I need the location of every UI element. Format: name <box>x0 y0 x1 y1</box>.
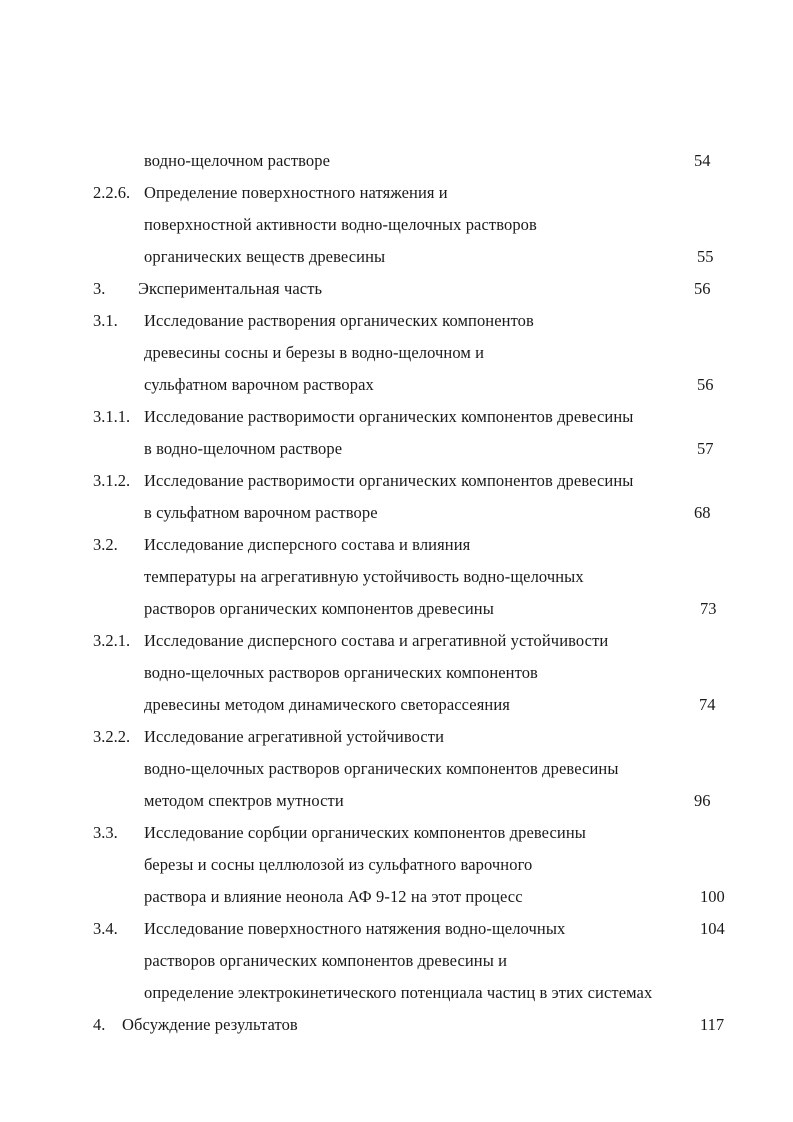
toc-line: температуры на агрегативную устойчивость водно-щелочных <box>144 567 584 586</box>
toc-line: растворов органических компонентов древесины <box>144 599 494 618</box>
toc-section-number: 3.1. <box>93 311 118 330</box>
toc-line: Исследование агрегативной устойчивости <box>144 727 445 746</box>
toc-line: растворов органических компонентов древесины и <box>144 951 508 970</box>
toc-page-number: 74 <box>699 695 716 714</box>
toc-line: органических веществ древесины <box>144 247 386 266</box>
toc-line: раствора и влияние неонола АФ 9-12 на этот процесс <box>144 887 523 906</box>
toc-line: водно-щелочных растворов органических компонентов древесины <box>144 759 619 778</box>
toc-page-number: 100 <box>700 887 725 906</box>
toc-line: березы и сосны целлюлозой из сульфатного варочного <box>144 855 533 874</box>
toc-section-number: 3.2.2. <box>93 727 131 746</box>
toc-page-number: 56 <box>694 279 711 298</box>
toc-line: Определение поверхностного натяжения и <box>144 183 448 202</box>
toc-line: методом спектров мутности <box>144 791 344 810</box>
toc-section-number: 2.2.6. <box>93 183 131 202</box>
toc-page-number: 54 <box>694 151 711 170</box>
toc-page-number: 73 <box>700 599 717 618</box>
toc-page-number: 57 <box>697 439 714 458</box>
toc-line: древесины сосны и березы в водно-щелочном и <box>144 343 485 362</box>
toc-line: Исследование поверхностного натяжения водно-щелочных <box>144 919 566 938</box>
toc-line: Экспериментальная часть <box>138 279 323 298</box>
toc-line: водно-щелочных растворов органических компонентов <box>144 663 538 682</box>
toc-page-number: 55 <box>697 247 714 266</box>
toc-section-number: 3. <box>93 279 106 298</box>
toc-line: определение электрокинетического потенциала частиц в этих системах <box>144 983 653 1002</box>
toc-page-number: 96 <box>694 791 711 810</box>
toc-section-number: 3.4. <box>93 919 118 938</box>
toc-line: поверхностной активности водно-щелочных растворов <box>144 215 537 234</box>
toc-line: Исследование растворимости органических компонентов древесины <box>144 471 634 490</box>
toc-page-number: 104 <box>700 919 725 938</box>
toc-line: в водно-щелочном растворе <box>144 439 343 458</box>
toc-line: водно-щелочном растворе <box>144 151 331 170</box>
toc-line: Исследование дисперсного состава и влияния <box>144 535 471 554</box>
toc-line: Исследование сорбции органических компонентов древесины <box>144 823 586 842</box>
toc-line: Исследование дисперсного состава и агрегативной устойчивости <box>144 631 609 650</box>
toc-section-number: 3.1.1. <box>93 407 131 426</box>
toc-line: Обсуждение результатов <box>122 1015 298 1034</box>
toc-line: Исследование растворения органических компонентов <box>144 311 534 330</box>
toc-section-number: 3.2.1. <box>93 631 131 650</box>
toc-page-number: 117 <box>700 1015 725 1034</box>
toc-section-number: 3.1.2. <box>93 471 131 490</box>
toc-section-number: 3.3. <box>93 823 118 842</box>
toc-page-number: 56 <box>697 375 714 394</box>
toc-line: сульфатном варочном растворах <box>144 375 374 394</box>
toc-section-number: 4. <box>93 1015 106 1034</box>
toc-page-number: 68 <box>694 503 711 522</box>
toc-section-number: 3.2. <box>93 535 118 554</box>
toc-line: Исследование растворимости органических компонентов древесины <box>144 407 634 426</box>
toc-line: древесины методом динамического светорассеяния <box>144 695 510 714</box>
toc-line: в сульфатном варочном растворе <box>144 503 378 522</box>
